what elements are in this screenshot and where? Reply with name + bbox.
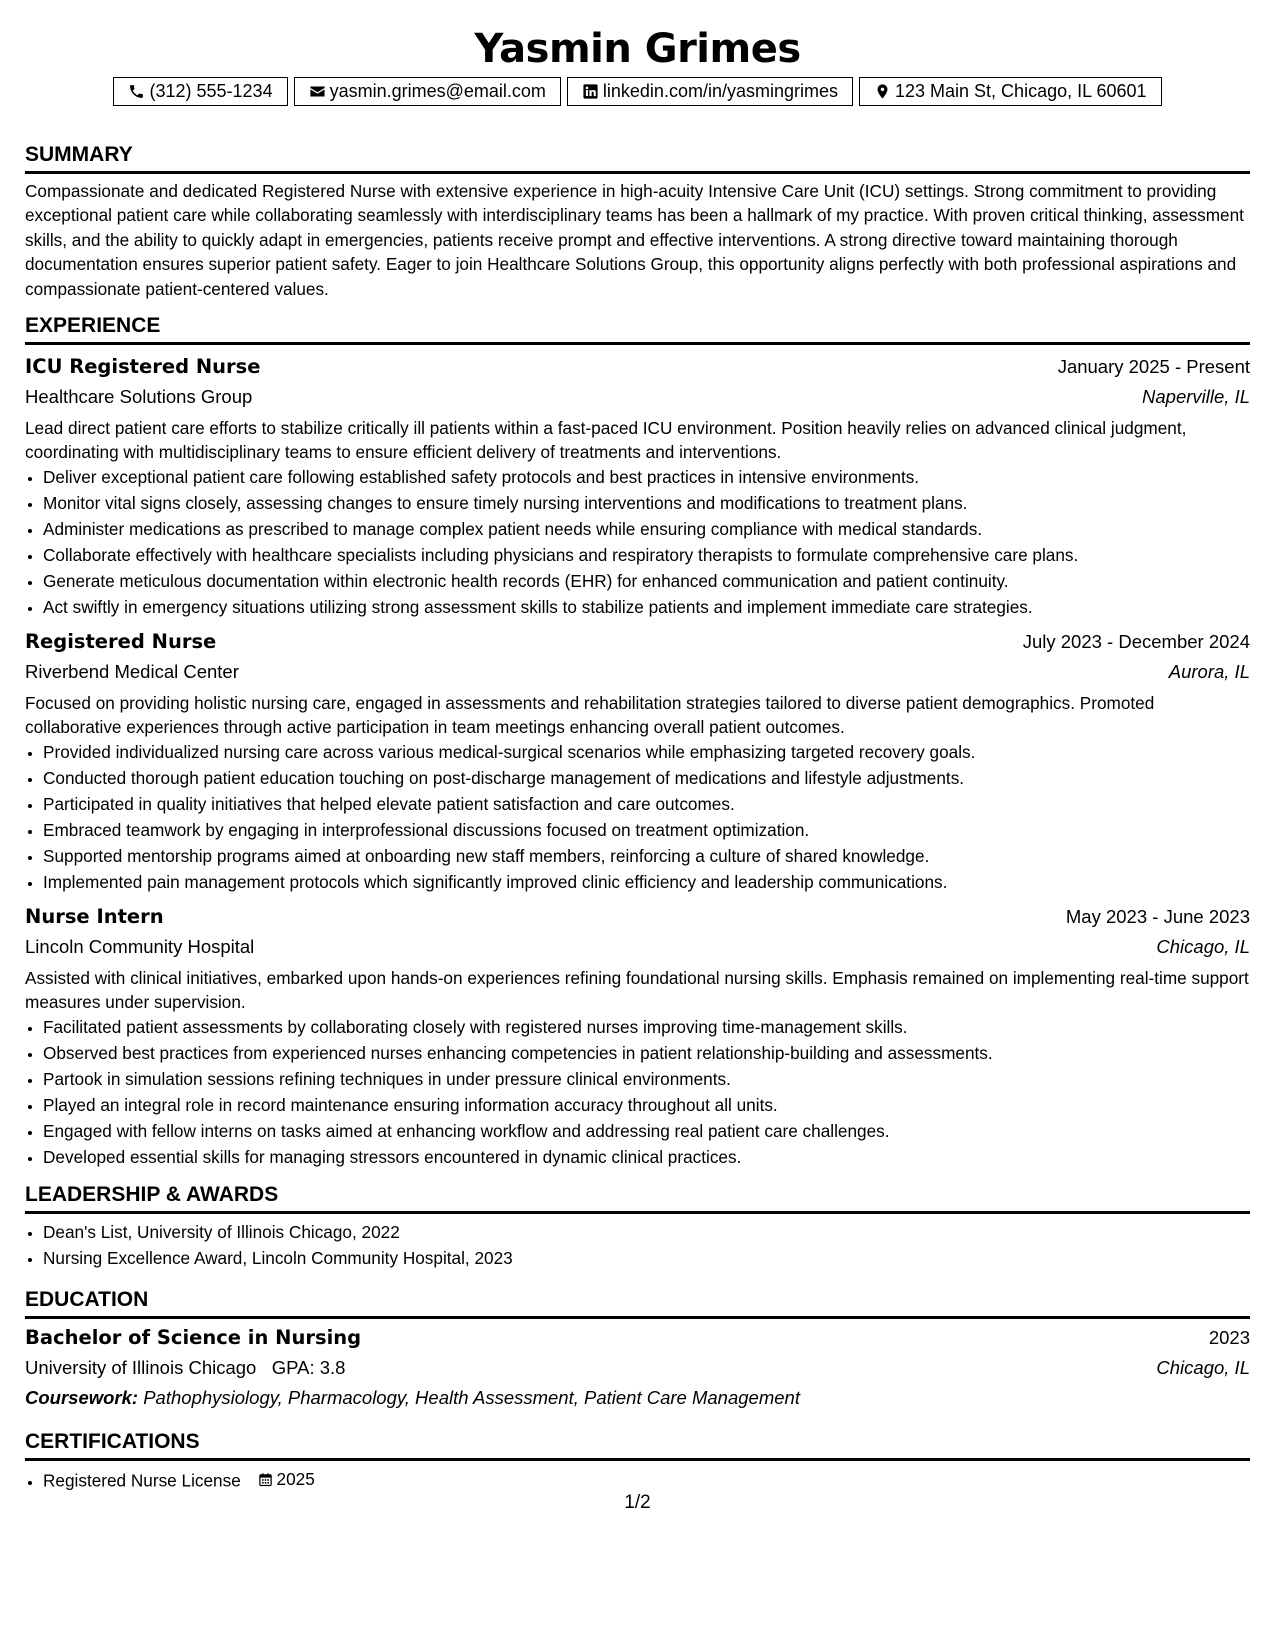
leadership-list — [25, 1219, 1250, 1271]
experience-heading: EXPERIENCE — [25, 313, 1250, 345]
job-title: ICU Registered Nurse — [25, 355, 261, 379]
job-description: Lead direct patient care efforts to stabilize critically ill patients within a fast-paced ICU environment. Position heavily relies on advanced clinical judgment, coordinating with multidisciplinary teams to ensure efficient delivery of treatments and interventions. — [25, 418, 1187, 462]
list-item: • Provided individualized nursing care across various medical-surgical scenarios while emphasizing targeted recovery goals. — [43, 739, 1250, 765]
phone-icon — [128, 83, 145, 100]
coursework — [25, 1383, 1250, 1413]
job-bullets — [25, 739, 1250, 895]
graduation-year: 2023 — [1208, 1327, 1250, 1349]
job-bullets — [25, 464, 1250, 620]
candidate-name: Yasmin Grimes — [474, 26, 801, 72]
contact-phone[interactable] — [113, 77, 287, 106]
certifications-list — [25, 1466, 1250, 1494]
list-item: • Collaborate effectively with healthcare specialists including physicians and respiratory therapists to formulate comprehensive care plans. — [43, 542, 1250, 568]
job-entry — [25, 902, 1250, 1170]
contact-address[interactable] — [859, 77, 1162, 106]
list-item: • Monitor vital signs closely, assessing changes to ensure timely nursing interventions and modifications to treatment plans. — [43, 490, 1250, 516]
list-item: • Embraced teamwork by engaging in interprofessional discussions focused on treatment optimization. — [43, 817, 1250, 843]
certification-date — [258, 1466, 315, 1492]
address-text: 123 Main St, Chicago, IL 60601 — [895, 81, 1147, 101]
list-item: • Developed essential skills for managing stressors encountered in dynamic clinical practices. — [43, 1144, 1250, 1170]
contact-linkedin[interactable] — [567, 77, 853, 106]
education-entry — [25, 1323, 1250, 1413]
certifications-heading: CERTIFICATIONS — [25, 1429, 1250, 1461]
list-item: • Dean's List, University of Illinois Chicago, 2022 — [43, 1219, 1250, 1245]
list-item: • Participated in quality initiatives that helped elevate patient satisfaction and care outcomes. — [43, 791, 1250, 817]
summary-heading: SUMMARY — [25, 142, 1250, 174]
list-item: • Administer medications as prescribed to manage complex patient needs while ensuring compliance with medical standards. — [43, 516, 1250, 542]
job-location: Naperville, IL — [1142, 386, 1250, 408]
linkedin-text: linkedin.com/in/yasmingrimes — [602, 81, 838, 101]
school-info — [25, 1353, 345, 1383]
education-heading: EDUCATION — [25, 1287, 1250, 1319]
list-item: • Observed best practices from experienced nurses enhancing competencies in patient relationship-building and assessments. — [43, 1040, 1250, 1066]
job-location: Chicago, IL — [1156, 936, 1250, 958]
contact-row — [25, 77, 1250, 106]
job-title: Registered Nurse — [25, 630, 217, 654]
job-description: Assisted with clinical initiatives, embarked upon hands-on experiences refining foundational nursing skills. Emphasis remained on implementing real-time support measures under supervision. — [25, 968, 1249, 1012]
school-name: University of Illinois Chicago — [25, 1357, 257, 1379]
job-organization: Lincoln Community Hospital — [25, 936, 255, 958]
list-item: • Facilitated patient assessments by collaborating closely with registered nurses improving time-management skills. — [43, 1014, 1250, 1040]
list-item: • Partook in simulation sessions refining techniques in under pressure clinical environments. — [43, 1066, 1250, 1092]
list-item: • Engaged with fellow interns on tasks aimed at enhancing workflow and addressing real patient care challenges. — [43, 1118, 1250, 1144]
resume-page — [25, 0, 1250, 1650]
envelope-icon — [309, 83, 326, 100]
phone-text: (312) 555-1234 — [149, 81, 273, 101]
certification-name: Registered Nurse License — [43, 1470, 241, 1491]
page-number: 1/2 — [624, 1492, 651, 1513]
calendar-icon — [258, 1472, 273, 1487]
map-marker-icon — [874, 83, 891, 100]
job-organization: Riverbend Medical Center — [25, 661, 239, 683]
list-item: • Nursing Excellence Award, Lincoln Community Hospital, 2023 — [43, 1245, 1250, 1271]
email-text: yasmin.grimes@email.com — [329, 81, 546, 101]
list-item: • Supported mentorship programs aimed at onboarding new staff members, reinforcing a culture of shared knowledge. — [43, 843, 1250, 869]
contact-email[interactable] — [294, 77, 561, 106]
job-location: Aurora, IL — [1168, 661, 1250, 683]
degree-title: Bachelor of Science in Nursing — [25, 1326, 362, 1350]
list-item: • Played an integral role in record maintenance ensuring information accuracy throughout all units. — [43, 1092, 1250, 1118]
list-item: • Implemented pain management protocols which significantly improved clinic efficiency and leadership communications. — [43, 869, 1250, 895]
gpa: GPA: 3.8 — [271, 1357, 346, 1379]
job-bullets — [25, 1014, 1250, 1170]
job-date: May 2023 - June 2023 — [1065, 906, 1250, 928]
job-organization: Healthcare Solutions Group — [25, 386, 253, 408]
coursework-list: Pathophysiology, Pharmacology, Health Assessment, Patient Care Management — [143, 1387, 800, 1409]
job-date: July 2023 - December 2024 — [1022, 631, 1250, 653]
job-entry — [25, 627, 1250, 895]
leadership-heading: LEADERSHIP & AWARDS — [25, 1182, 1250, 1214]
job-title: Nurse Intern — [25, 905, 164, 929]
list-item: • Deliver exceptional patient care following established safety protocols and best practices in intensive environments. — [43, 464, 1250, 490]
school-location: Chicago, IL — [1156, 1357, 1250, 1379]
job-description: Focused on providing holistic nursing care, engaged in assessments and rehabilitation strategies tailored to diverse patient demographics. Promoted collaborative experiences through active participation in team meetings enhancing overall patient outcomes. — [25, 693, 1155, 737]
summary-text: Compassionate and dedicated Registered Nurse with extensive experience in high-acuity Intensive Care Unit (ICU) settings. Strong commitment to providing exceptional patient care while collaborating seamlessly with interdisciplinary teams has been a hallmark of my practice. With proven critical thinking, assessment skills, and the ability to quickly adapt in emergencies, patients receive prompt and effective interventions. A strong directive toward maintaining thorough documentation ensures superior patient safety. Eager to join Healthcare Solutions Group, this opportunity aligns perfectly with both professional aspirations and compassionate patient-centered values. — [25, 181, 1244, 299]
list-item: • Generate meticulous documentation within electronic health records (EHR) for enhanced communication and patient continuity. — [43, 568, 1250, 594]
list-item: • Act swiftly in emergency situations utilizing strong assessment skills to stabilize patients and implement immediate care strategies. — [43, 594, 1250, 620]
coursework-label: Coursework: — [25, 1387, 139, 1409]
certification-year: 2025 — [276, 1469, 315, 1490]
linkedin-icon — [582, 83, 599, 100]
job-date: January 2025 - Present — [1057, 356, 1250, 378]
job-entry — [25, 352, 1250, 620]
list-item: • Conducted thorough patient education touching on post-discharge management of medications and lifestyle adjustments. — [43, 765, 1250, 791]
list-item — [43, 1466, 1250, 1494]
